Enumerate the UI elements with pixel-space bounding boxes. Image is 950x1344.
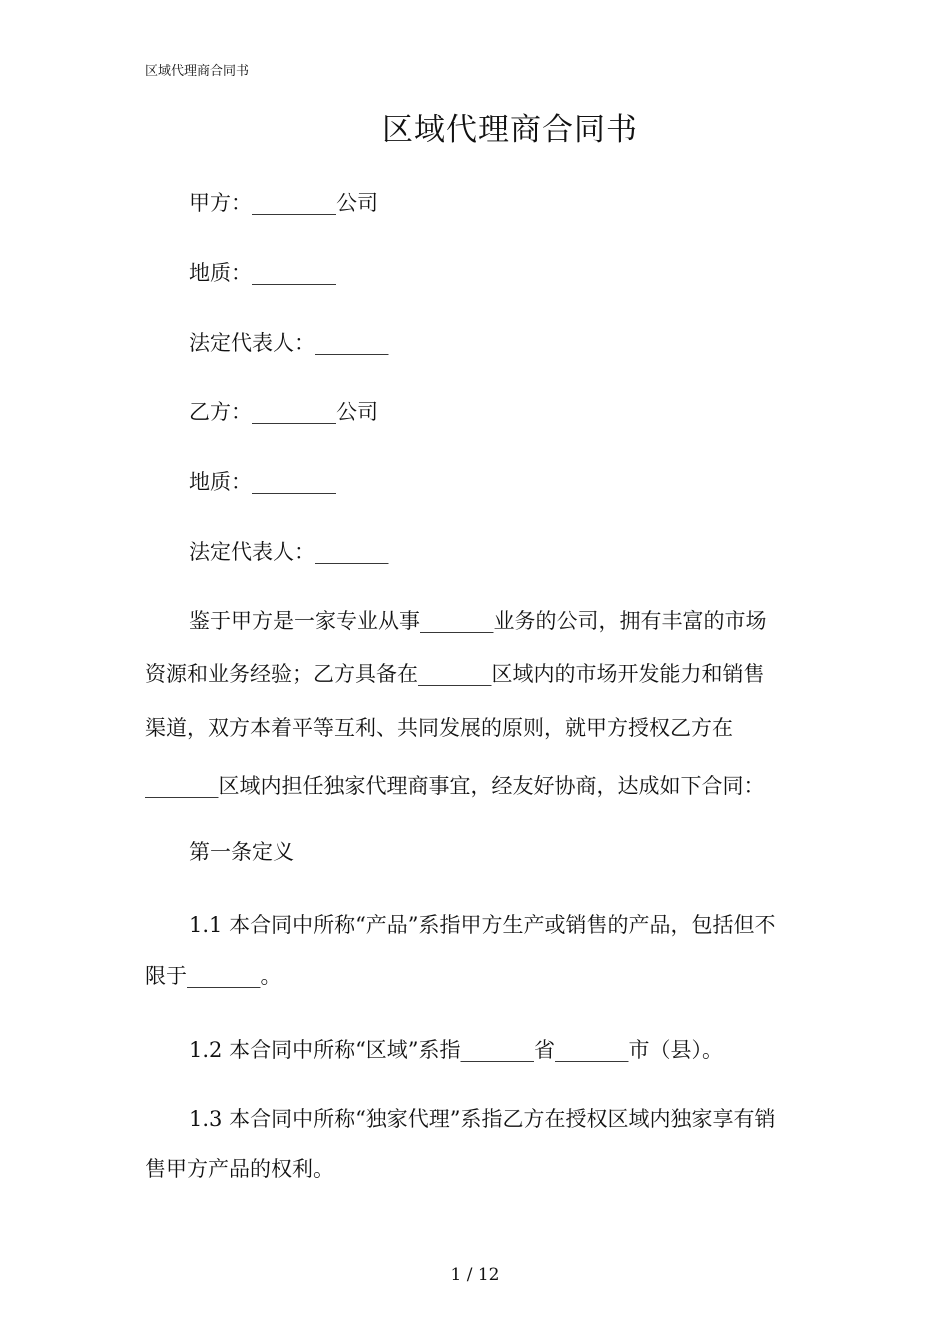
clause-1-2: 1.2 本合同中所称“区域”系指_______省_______市（县）。: [189, 1038, 724, 1062]
preamble-line-1: 鉴于甲方是一家专业从事_______业务的公司，拥有丰富的市场: [189, 609, 767, 633]
clause-1-1-line-1: 1.1 本合同中所称“产品”系指甲方生产或销售的产品，包括但不: [189, 913, 776, 937]
preamble-line-4: _______区域内担任独家代理商事宜，经友好协商，达成如下合同：: [145, 774, 765, 798]
document-title: 区域代理商合同书: [382, 112, 638, 148]
article-1-heading: 第一条定义: [189, 840, 294, 864]
party-a-address-line: 地质：________: [189, 261, 336, 285]
clause-1-3-line-1: 1.3 本合同中所称“独家代理”系指乙方在授权区域内独家享有销: [189, 1107, 776, 1131]
party-b-address-line: 地质：________: [189, 470, 336, 494]
clause-1-1-line-2: 限于_______。: [145, 964, 282, 988]
party-a-representative-line: 法定代表人：_______: [189, 331, 389, 355]
running-header: 区域代理商合同书: [145, 64, 250, 79]
preamble-line-2: 资源和业务经验；乙方具备在_______区域内的市场开发能力和销售: [145, 662, 765, 686]
preamble-line-3: 渠道，双方本着平等互利、共同发展的原则，就甲方授权乙方在: [145, 716, 733, 740]
party-b-representative-line: 法定代表人：_______: [189, 540, 389, 564]
party-b-line: 乙方：________公司: [189, 400, 378, 424]
page-indicator: 1 / 12: [450, 1265, 500, 1285]
party-a-line: 甲方：________公司: [189, 191, 378, 215]
clause-1-3-line-2: 售甲方产品的权利。: [145, 1157, 334, 1181]
